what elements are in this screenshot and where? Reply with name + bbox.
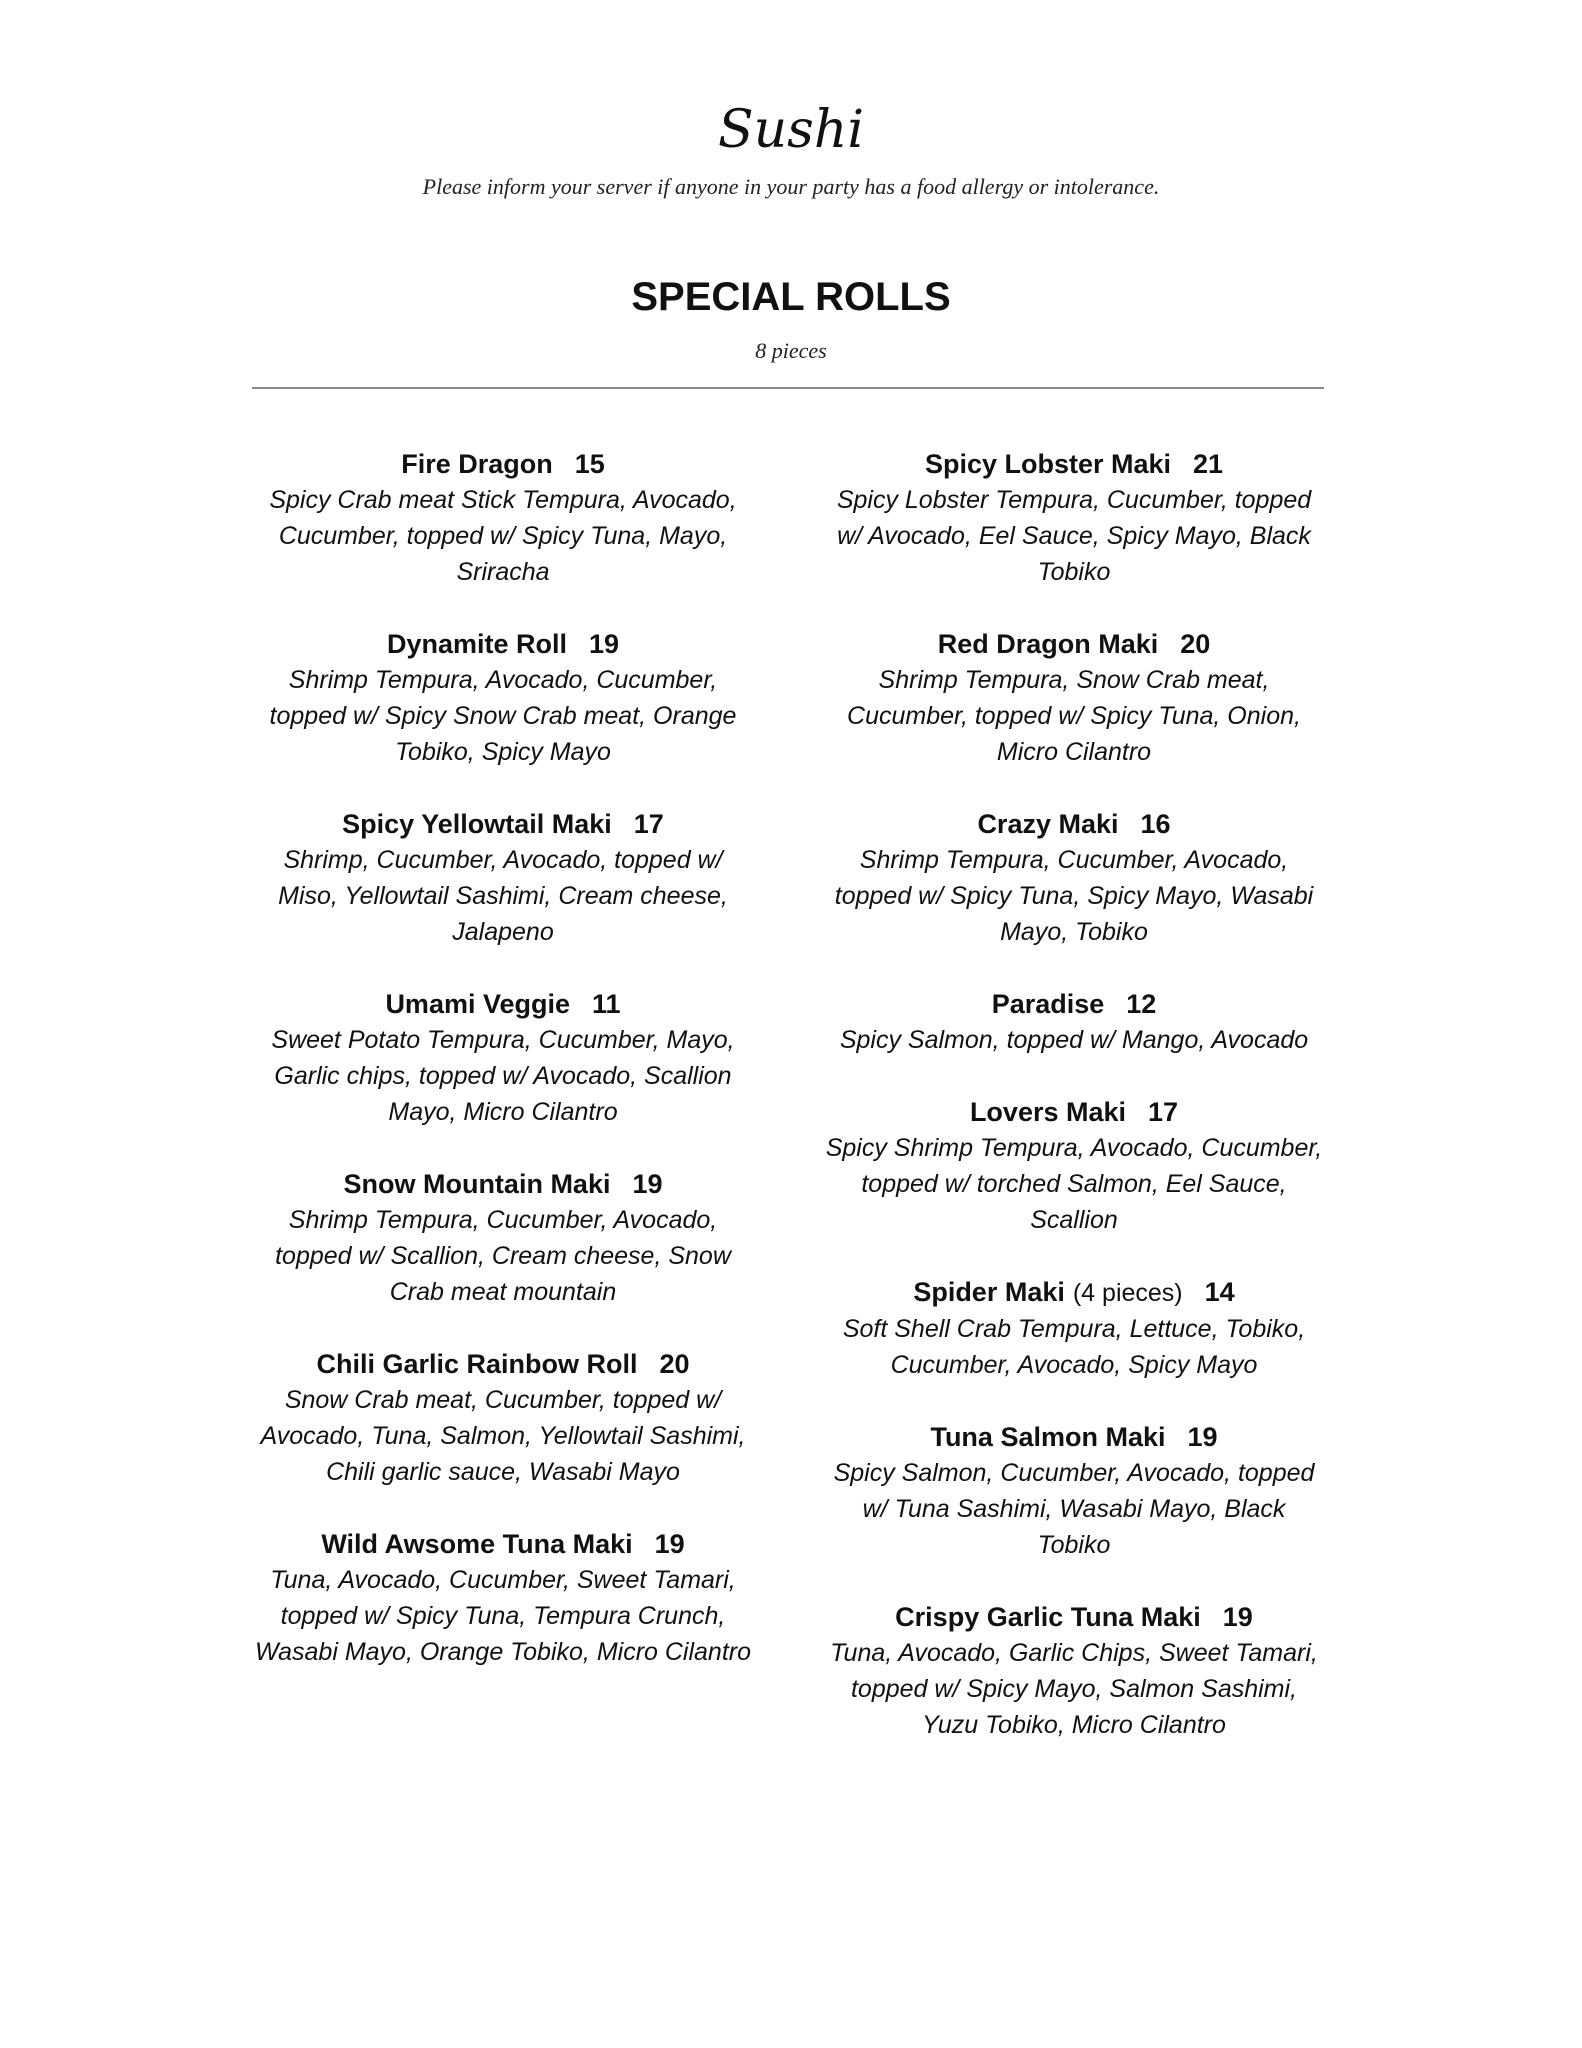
menu-item-name: Snow Mountain Maki	[343, 1169, 611, 1199]
menu-item-price: 19	[1222, 1602, 1253, 1632]
page-title: Sushi	[718, 100, 864, 160]
menu-item-header	[824, 1094, 1324, 1130]
menu-item-description: Shrimp Tempura, Avocado, Cucumber, topped w/ Spicy Snow Crab meat, Orange Tobiko, Spicy Mayo	[269, 666, 737, 766]
menu-item	[824, 806, 1324, 950]
menu-item	[253, 986, 753, 1130]
menu-item-description: Shrimp Tempura, Snow Crab meat, Cucumber, topped w/ Spicy Tuna, Onion, Micro Cilantro	[847, 666, 1301, 766]
menu-item-header	[824, 1419, 1324, 1455]
menu-item-description: Spicy Lobster Tempura, Cucumber, topped w/ Avocado, Eel Sauce, Spicy Mayo, Black Tobiko	[836, 486, 1312, 586]
menu-item-name: Spicy Yellowtail Maki	[342, 809, 612, 839]
menu-item-price: 19	[654, 1529, 685, 1559]
menu-column-left	[253, 446, 753, 1706]
menu-item-header	[824, 446, 1324, 482]
menu-item-name: Dynamite Roll	[386, 629, 567, 659]
menu-item-price: 19	[589, 629, 620, 659]
menu-item	[253, 1166, 753, 1310]
menu-item-header	[253, 986, 753, 1022]
menu-item-description: Shrimp Tempura, Cucumber, Avocado, topped w/ Scallion, Cream cheese, Snow Crab meat mountain	[275, 1206, 731, 1306]
menu-item	[253, 1526, 753, 1670]
menu-item	[824, 446, 1324, 590]
menu-item	[824, 1274, 1324, 1383]
menu-item-name: Red Dragon Maki	[937, 629, 1159, 659]
menu-item-price: 11	[592, 989, 621, 1019]
menu-item-price: 17	[1148, 1097, 1179, 1127]
menu-item-name: Spider Maki	[913, 1277, 1065, 1307]
menu-item	[824, 1599, 1324, 1743]
menu-item-price: 20	[659, 1349, 690, 1379]
menu-item-header	[253, 1526, 753, 1562]
section-subtitle: 8 pieces	[755, 338, 827, 363]
menu-item-header	[253, 446, 753, 482]
menu-item-header	[824, 1599, 1324, 1635]
menu-column-right	[824, 446, 1324, 1779]
menu-item-description: Spicy Crab meat Stick Tempura, Avocado, Cucumber, topped w/ Spicy Tuna, Mayo, Sriracha	[269, 486, 737, 586]
menu-item	[253, 806, 753, 950]
menu-item-description: Snow Crab meat, Cucumber, topped w/ Avocado, Tuna, Salmon, Yellowtail Sashimi, Chili garlic sauce, Wasabi Mayo	[260, 1386, 746, 1486]
menu-item-header	[253, 626, 753, 662]
menu-item-description: Spicy Salmon, Cucumber, Avocado, topped w/ Tuna Sashimi, Wasabi Mayo, Black Tobiko	[833, 1459, 1315, 1559]
menu-item-price: 15	[574, 449, 605, 479]
menu-item-header	[253, 806, 753, 842]
menu-item-description: Tuna, Avocado, Cucumber, Sweet Tamari, topped w/ Spicy Tuna, Tempura Crunch, Wasabi Mayo, Orange Tobiko, Micro Cilantro	[254, 1566, 752, 1666]
menu-item-description: Spicy Shrimp Tempura, Avocado, Cucumber, topped w/ torched Salmon, Eel Sauce, Scallion	[825, 1134, 1323, 1234]
menu-item-header	[824, 1274, 1324, 1311]
menu-item-price: 20	[1180, 629, 1211, 659]
menu-item-name: Tuna Salmon Maki	[930, 1422, 1166, 1452]
menu-item-header	[824, 806, 1324, 842]
menu-item-price: 17	[633, 809, 664, 839]
menu-item-header	[253, 1346, 753, 1382]
menu-item-description: Tuna, Avocado, Garlic Chips, Sweet Tamari, topped w/ Spicy Mayo, Salmon Sashimi, Yuzu Tobiko, Micro Cilantro	[830, 1639, 1318, 1739]
menu-item-description: Shrimp, Cucumber, Avocado, topped w/ Miso, Yellowtail Sashimi, Cream cheese, Jalapeno	[278, 846, 728, 946]
menu-item-description: Spicy Salmon, topped w/ Mango, Avocado	[839, 1026, 1309, 1054]
allergy-note: Please inform your server if anyone in your party has a food allergy or intolerance.	[422, 174, 1160, 199]
menu-item-description: Shrimp Tempura, Cucumber, Avocado, topped w/ Spicy Tuna, Spicy Mayo, Wasabi Mayo, Tobiko	[834, 846, 1314, 946]
menu-item	[253, 1346, 753, 1490]
menu-item-header	[824, 626, 1324, 662]
menu-item-name: Paradise	[991, 989, 1105, 1019]
menu-item-name: Crazy Maki	[977, 809, 1119, 839]
menu-item-price: 12	[1126, 989, 1157, 1019]
section-title: SPECIAL ROLLS	[631, 275, 951, 319]
menu-item-price: 16	[1140, 809, 1171, 839]
menu-item-description: Sweet Potato Tempura, Cucumber, Mayo, Garlic chips, topped w/ Avocado, Scallion Mayo, Micro Cilantro	[271, 1026, 735, 1126]
menu-item	[824, 1094, 1324, 1238]
menu-item	[253, 626, 753, 770]
menu-item-name: Chili Garlic Rainbow Roll	[316, 1349, 638, 1379]
menu-item-name: Spicy Lobster Maki	[924, 449, 1172, 479]
menu-item-price: 14	[1204, 1277, 1235, 1307]
menu-item-price: 19	[1187, 1422, 1218, 1452]
menu-item-name: Wild Awsome Tuna Maki	[321, 1529, 633, 1559]
menu-item	[824, 626, 1324, 770]
menu-item-name: Fire Dragon	[401, 449, 553, 479]
menu-item-price: 19	[632, 1169, 663, 1199]
menu-item	[253, 446, 753, 590]
menu-item-header	[253, 1166, 753, 1202]
menu-item	[824, 986, 1324, 1058]
menu-item-price: 21	[1193, 449, 1224, 479]
menu-item	[824, 1419, 1324, 1563]
section-divider	[252, 387, 1324, 389]
menu-item-name: Crispy Garlic Tuna Maki	[895, 1602, 1201, 1632]
menu-item-description: Soft Shell Crab Tempura, Lettuce, Tobiko, Cucumber, Avocado, Spicy Mayo	[842, 1315, 1306, 1379]
menu-item-name: Umami Veggie	[385, 989, 571, 1019]
menu-item-name: Lovers Maki	[969, 1097, 1127, 1127]
menu-item-header	[824, 986, 1324, 1022]
menu-item-portion-note: (4 pieces)	[1072, 1279, 1183, 1307]
